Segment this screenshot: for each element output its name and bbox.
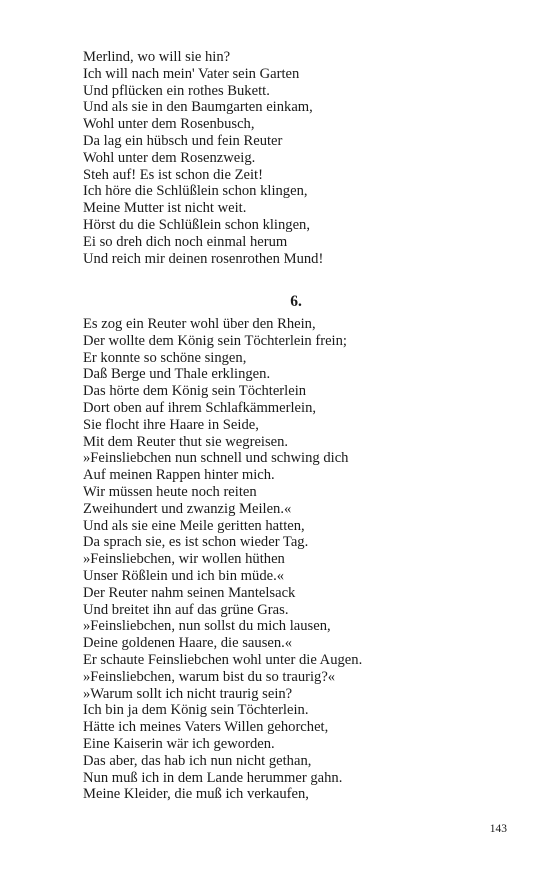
poem-line: »Warum sollt ich nicht traurig sein? [83, 685, 293, 702]
section-number: 6. [290, 293, 302, 310]
poem-line: Der wollte dem König sein Töchterlein frein; [83, 332, 347, 349]
poem-line: Er schaute Feinsliebchen wohl unter die Augen. [83, 651, 363, 668]
page-number: 143 [489, 823, 507, 835]
poem-line: Nun muß ich in dem Lande herummer gahn. [83, 769, 343, 786]
poem-line: Er konnte so schöne singen, [83, 349, 247, 366]
poem-line: Daß Berge und Thale erklingen. [83, 366, 271, 383]
poem-line: »Feinsliebchen nun schnell und schwing dich [83, 450, 349, 467]
poem-stanza-1 [83, 49, 323, 267]
poem-line: Wohl unter dem Rosenzweig. [83, 149, 256, 166]
poem-line: Das aber, das hab ich nun nicht gethan, [83, 752, 312, 769]
poem-line: Zweihundert und zwanzig Meilen.« [83, 500, 292, 517]
poem-line: Mit dem Reuter thut sie wegreisen. [83, 433, 289, 450]
poem-line: Der Reuter nahm seinen Mantelsack [83, 584, 296, 601]
poem-line: Hörst du die Schlüßlein schon klingen, [83, 216, 310, 233]
poem-line: Ich höre die Schlüßlein schon klingen, [83, 183, 308, 200]
poem-line: Und als sie in den Baumgarten einkam, [83, 99, 313, 116]
poem-line: »Feinsliebchen, wir wollen hüthen [83, 551, 285, 568]
poem-line: Und pflücken ein rothes Bukett. [83, 82, 270, 99]
poem-line: Meine Kleider, die muß ich verkaufen, [83, 786, 309, 803]
poem-line: Ich bin ja dem König sein Töchterlein. [83, 702, 309, 719]
poem-line: Es zog ein Reuter wohl über den Rhein, [83, 316, 316, 332]
poem-line: »Feinsliebchen, warum bist du so traurig?« [83, 668, 336, 685]
poem-line: Sie flocht ihre Haare in Seide, [83, 416, 259, 433]
poem-line: Deine goldenen Haare, die sausen.« [83, 635, 293, 652]
poem-line: Merlind, wo will sie hin? [83, 49, 231, 65]
poem-stanza-2 [83, 316, 362, 803]
poem-line: »Feinsliebchen, nun sollst du mich lausen, [83, 618, 331, 635]
poem-line: Eine Kaiserin wär ich geworden. [83, 735, 275, 752]
poem-line: Ich will nach mein' Vater sein Garten [83, 65, 300, 82]
poem-line: Da sprach sie, es ist schon wieder Tag. [83, 534, 309, 551]
poem-line: Unser Rößlein und ich bin müde.« [83, 567, 285, 584]
poem-line: Ei so dreh dich noch einmal herum [83, 233, 288, 250]
poem-line: Und reich mir deinen rosenrothen Mund! [83, 250, 324, 267]
poem-line: Steh auf! Es ist schon die Zeit! [83, 166, 263, 183]
poem-line: Meine Mutter ist nicht weit. [83, 200, 247, 217]
poem-line: Wohl unter dem Rosenbusch, [83, 116, 255, 133]
poem-line: Und breitet ihn auf das grüne Gras. [83, 601, 289, 618]
poem-line: Wir müssen heute noch reiten [83, 483, 257, 500]
poem-line: Hätte ich meines Vaters Willen gehorchet, [83, 719, 329, 736]
poem-line: Das hörte dem König sein Töchterlein [83, 383, 307, 400]
poem-line: Dort oben auf ihrem Schlafkämmerlein, [83, 399, 317, 416]
poem-line: Auf meinen Rappen hinter mich. [83, 467, 275, 484]
poem-line: Da lag ein hübsch und fein Reuter [83, 132, 283, 149]
poem-line: Und als sie eine Meile geritten hatten, [83, 517, 305, 534]
